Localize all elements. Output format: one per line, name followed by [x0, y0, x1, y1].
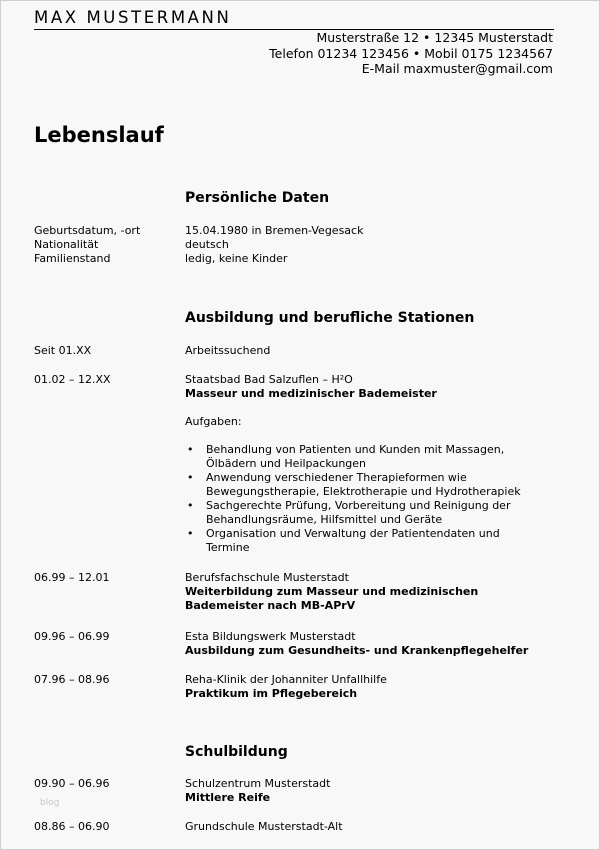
entry-title: Bademeister nach MB-APrV — [185, 599, 356, 612]
task-text: Anwendung verschiedener Therapieformen wie — [206, 471, 467, 484]
task-text: Behandlung von Patienten und Kunden mit Massagen, — [206, 443, 505, 456]
entry-title: Masseur und medizinischer Bademeister — [185, 387, 437, 400]
entry-place: Berufsfachschule Musterstadt — [185, 571, 349, 584]
address-line: Musterstraße 12 • 12345 Musterstadt — [316, 30, 553, 45]
bullet-icon: • — [187, 527, 194, 540]
entry-period: 01.02 – 12.XX — [34, 373, 111, 386]
entry-place: Reha-Klinik der Johanniter Unfallhilfe — [185, 673, 387, 686]
task-text: Sachgerechte Prüfung, Vorbereitung und Reinigung der — [206, 499, 511, 512]
entry-period: 08.86 – 06.90 — [34, 820, 110, 833]
email-line: E-Mail maxmuster@gmail.com — [361, 61, 553, 76]
entry-period: 06.99 – 12.01 — [34, 571, 110, 584]
task-text: Ölbädern und Heilpackungen — [206, 457, 367, 470]
bullet-icon: • — [187, 499, 194, 512]
entry-period: 07.96 – 08.96 — [34, 673, 110, 686]
task-item — [185, 443, 521, 471]
personal-value: 15.04.1980 in Bremen-Vegesack — [185, 224, 364, 237]
bullet-icon: • — [187, 443, 194, 456]
task-item — [185, 471, 521, 499]
section-heading-school: Schulbildung — [185, 744, 288, 760]
task-item — [185, 527, 521, 555]
entry-period: 09.90 – 06.96 — [34, 777, 110, 790]
entry-place: Grundschule Musterstadt-Alt — [185, 820, 343, 833]
entry-place: Schulzentrum Musterstadt — [185, 777, 331, 790]
contact-block — [269, 30, 553, 77]
task-list — [185, 443, 521, 555]
phone-line: Telefon 01234 123456 • Mobil 0175 1234567 — [269, 45, 553, 61]
personal-label: Nationalität — [34, 238, 99, 251]
bullet-icon: • — [187, 471, 194, 484]
entry-title: Weiterbildung zum Masseur und medizinischen — [185, 585, 479, 598]
entry-title: Mittlere Reife — [185, 791, 271, 804]
tasks-label: Aufgaben: — [185, 415, 242, 428]
watermark-text: blog — [40, 798, 60, 808]
entry-title: Praktikum im Pflegebereich — [185, 687, 358, 700]
entry-period: 09.96 – 06.99 — [34, 630, 110, 643]
task-text: Behandlungsräume, Hilfsmittel und Geräte — [206, 513, 443, 526]
document-title: Lebenslauf — [34, 123, 164, 147]
personal-label: Familienstand — [34, 252, 111, 265]
entry-period: Seit 01.XX — [34, 344, 92, 357]
personal-label: Geburtsdatum, -ort — [34, 224, 141, 237]
entry-place: Staatsbad Bad Salzuflen – H²O — [185, 373, 353, 386]
task-item — [185, 499, 521, 527]
applicant-name: MAX MUSTERMANN — [34, 8, 232, 27]
task-text: Bewegungstherapie, Elektrotherapie und Hydrotherapiek — [206, 485, 521, 498]
entry-place: Esta Bildungswerk Musterstadt — [185, 630, 356, 643]
entry-title: Ausbildung zum Gesundheits- und Krankenpflegehelfer — [185, 644, 529, 657]
section-heading-career: Ausbildung und berufliche Stationen — [185, 310, 475, 326]
personal-value: ledig, keine Kinder — [185, 252, 288, 265]
personal-value: deutsch — [185, 238, 229, 251]
task-text: Termine — [206, 541, 250, 554]
task-text: Organisation und Verwaltung der Patientendaten und — [206, 527, 500, 540]
section-heading-personal: Persönliche Daten — [185, 190, 330, 206]
entry-place: Arbeitssuchend — [185, 344, 271, 357]
